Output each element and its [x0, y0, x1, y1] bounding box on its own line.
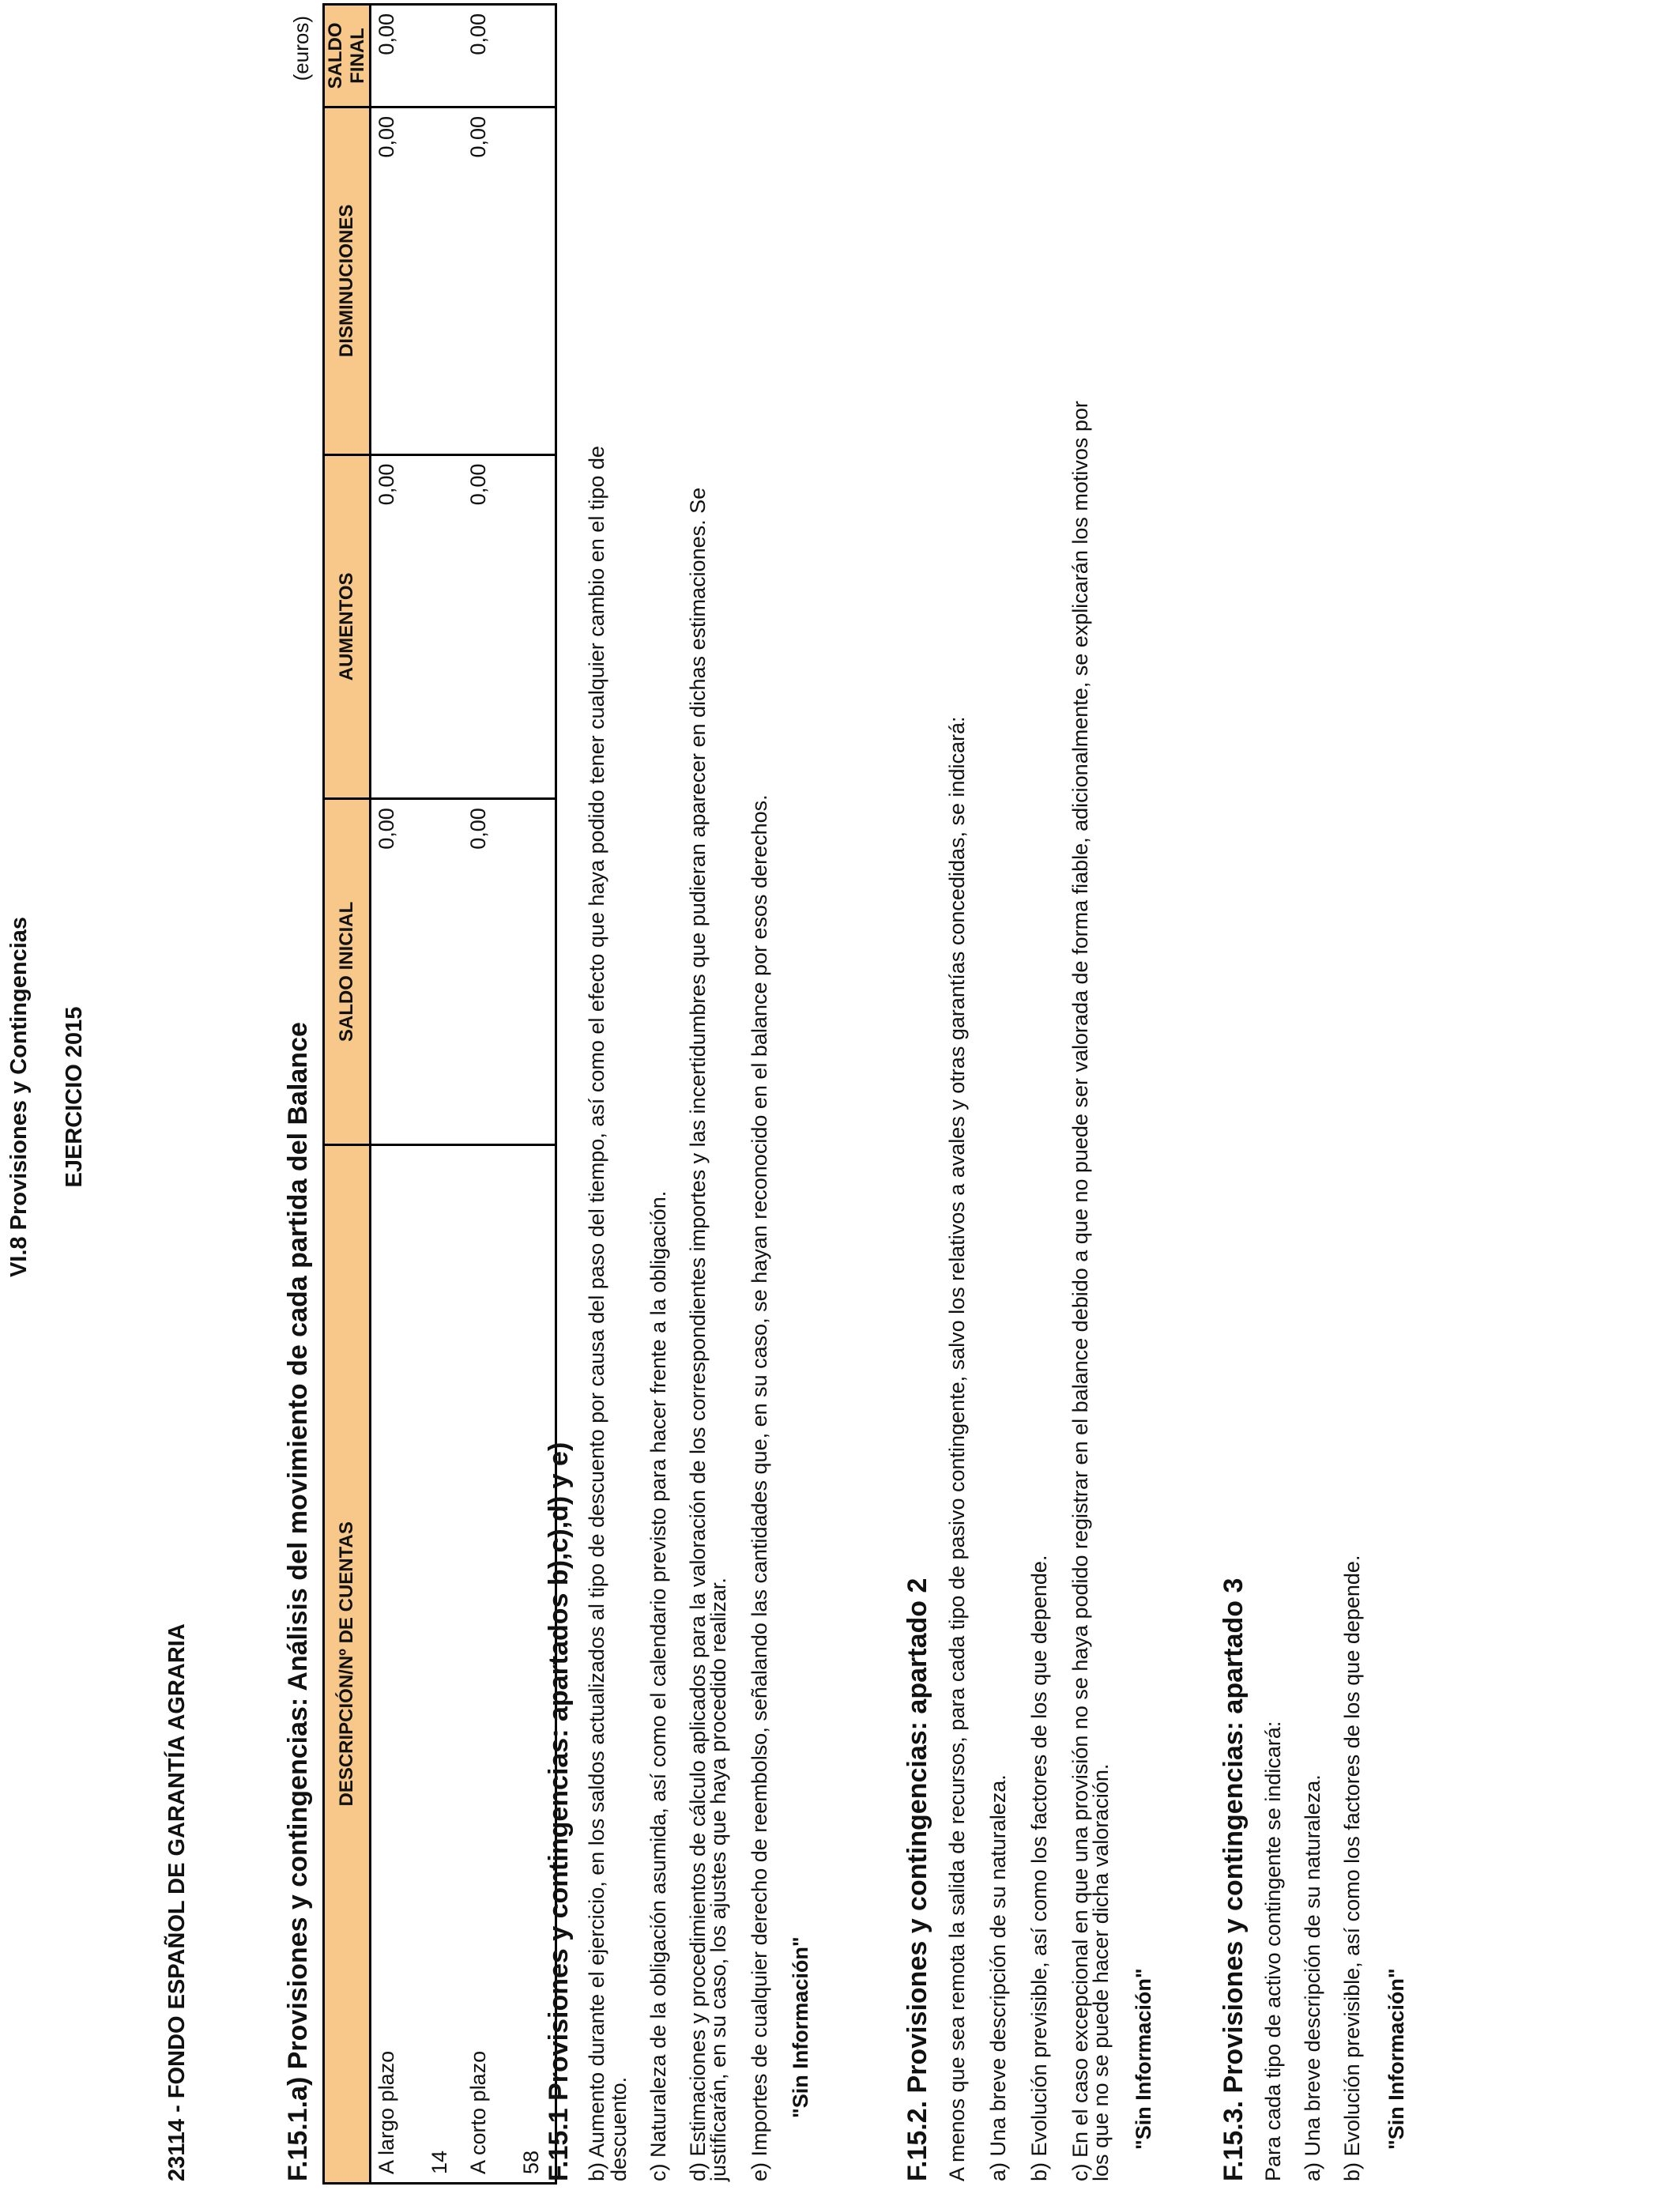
- section-3-intro: Para cada tipo de activo contingente se indicará:: [1261, 1721, 1285, 2181]
- section-2-a: a) Una breve descripción de su naturaleza.: [986, 1774, 1010, 2181]
- row-saldo-inicial: 0,00: [463, 799, 507, 1144]
- row-account-code: 14: [416, 1144, 463, 2183]
- row-disminuciones: 0,00: [463, 107, 507, 454]
- row-aumentos: 0,00: [371, 454, 416, 799]
- row-saldo-inicial: 0,00: [371, 799, 416, 1144]
- section-1-b-line2: descuento.: [607, 2076, 631, 2181]
- row-saldo-final: 0,00: [463, 5, 507, 107]
- row-description: A corto plazo: [463, 1144, 507, 2183]
- table-row: [463, 5, 507, 2184]
- section-1-d-line1: d) Estimaciones y procedimientos de cálculo aplicados para la valoración de los correspondientes importes y las incertidumbres que pudieran aparecer en dichas estimaciones. Se: [686, 487, 710, 2181]
- col-header-aumentos: AUMENTOS: [324, 454, 371, 799]
- section-3-note: "Sin Información": [1384, 1968, 1408, 2150]
- section-3-a: a) Una breve descripción de su naturaleza.: [1301, 1774, 1324, 2181]
- row-saldo-final: 0,00: [371, 5, 416, 107]
- section-2-intro: A menos que sea remota la salida de recursos, para cada tipo de pasivo contingente, salvo los relativos a avales y otras garantías concedidas, se indicará:: [945, 716, 969, 2181]
- col-header-disminuciones: DISMINUCIONES: [324, 107, 371, 454]
- section-2-b: b) Evolución previsible, así como los factores de los que depende.: [1027, 1555, 1051, 2181]
- table-heading: F.15.1.a) Provisiones y contingencias: Análisis del movimiento de cada partida del Balance: [283, 1022, 313, 2181]
- col-header-saldo-final: SALDO FINAL: [324, 5, 371, 107]
- col-header-saldo-inicial: SALDO INICIAL: [324, 799, 371, 1144]
- row-aumentos: 0,00: [463, 454, 507, 799]
- row-disminuciones: 0,00: [371, 107, 416, 454]
- section-2-heading: F.15.2. Provisiones y contingencias: apartado 2: [902, 1578, 932, 2181]
- section-3-b: b) Evolución previsible, así como los factores de los que depende.: [1340, 1555, 1364, 2181]
- table-row: [371, 5, 416, 2184]
- section-3-heading: F.15.3. Provisiones y contingencias: apartado 3: [1219, 1578, 1249, 2181]
- table-row-account: [416, 5, 463, 2184]
- units-label: (euros): [289, 16, 313, 81]
- section-1-e: e) Importes de cualquier derecho de reembolso, señalando las cantidades que, en su caso, se hayan reconocido en el balance por esos derechos.: [748, 794, 771, 2181]
- row-account-code: 58: [507, 1144, 556, 2183]
- provisions-table: [322, 3, 557, 2185]
- entity-name: 23114 - FONDO ESPAÑOL DE GARANTÍA AGRARIA: [164, 1623, 190, 2181]
- row-description: A largo plazo: [371, 1144, 416, 2183]
- section-2-c-line1: c) En el caso excepcional en que una provisión no se haya podido registrar en el balance debido a que no puede ser valorada de forma fiable, adicionalmente, se explicarán los motivos por: [1068, 401, 1092, 2181]
- section-1-heading: F.15.1 Provisiones y contingencias: apartados b),c),d) y e): [544, 1442, 574, 2181]
- section-1-d-line2: justificarán, en su caso, los ajustes que haya procedido realizar.: [706, 1578, 730, 2181]
- table-header-row: [324, 5, 371, 2184]
- section-1-b-line1: b) Aumento durante el ejercicio, en los saldos actualizados al tipo de descuento por causa del paso del tiempo, así como el efecto que haya podido tener cualquier cambio en el tipo de: [585, 446, 608, 2181]
- fiscal-year: EJERCICIO 2015: [62, 1006, 87, 1188]
- section-2-note: "Sin Información": [1132, 1968, 1155, 2150]
- section-1-c: c) Naturaleza de la obligación asumida, así como el calendario previsto para hacer frente a la obligación.: [646, 1190, 670, 2181]
- page-title: VI.8 Provisiones y Contingencias: [6, 916, 32, 1278]
- section-2-c-line2: los que no se puede hacer dicha valoración.: [1089, 1763, 1113, 2181]
- section-1-note: "Sin Información": [789, 1936, 812, 2118]
- col-header-description: DESCRIPCIÓN/Nº DE CUENTAS: [324, 1144, 371, 2183]
